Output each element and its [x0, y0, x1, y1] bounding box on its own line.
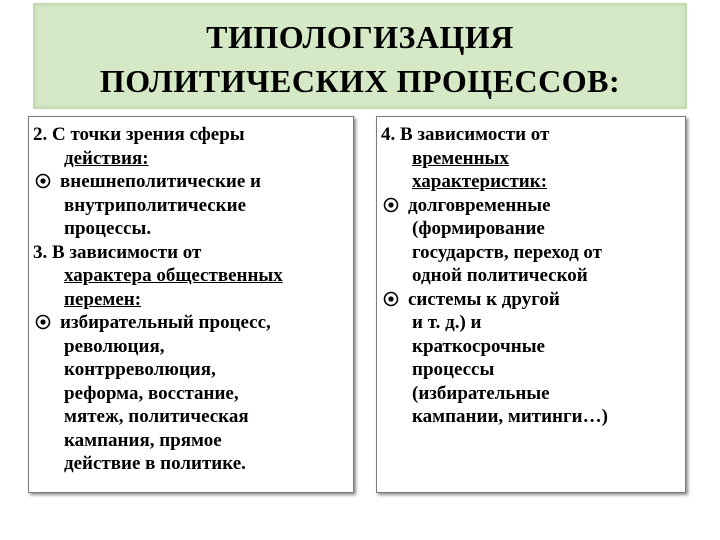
right-bullet-text: долговременные — [408, 194, 551, 216]
title-line-1: ТИПОЛОГИЗАЦИЯ — [206, 19, 514, 55]
left-heading-line: перемен: — [64, 288, 142, 310]
left-heading-line: характера общественных — [64, 265, 283, 286]
right-bullet-item — [381, 194, 681, 218]
right-bullet-text: (избирательные — [412, 382, 550, 404]
left-bullet-text: контрреволюция, — [64, 359, 216, 380]
right-bullet-text: краткосрочные — [412, 335, 545, 357]
right-bullet-text: системы к другой — [408, 288, 560, 310]
left-heading-line: действия: — [64, 147, 149, 169]
right-bullet-text: и т. д.) и — [412, 312, 482, 333]
right-heading-line: временных — [412, 147, 509, 169]
circled-dot-bullet-icon — [383, 291, 399, 307]
left-bullet-text: действие в политике. — [64, 453, 246, 474]
title-banner — [33, 3, 687, 109]
right-bullet-text: кампании, митинги…) — [412, 406, 608, 427]
right-bullet-text: государств, переход от — [412, 241, 603, 263]
right-bullet-text: процессы — [412, 359, 495, 380]
left-bullet-item — [33, 170, 349, 194]
left-bullet-text: процессы. — [64, 218, 152, 239]
left-heading-line: 3. В зависимости от — [33, 241, 202, 263]
left-bullet-item — [33, 311, 349, 335]
left-bullet-text: внутриполитические — [64, 194, 247, 216]
title-line-2: ПОЛИТИЧЕСКИХ ПРОЦЕССОВ: — [99, 63, 621, 99]
right-bullet-item — [381, 288, 681, 312]
right-bullet-text: одной политической — [412, 265, 588, 286]
left-heading-line: 2. С точки зрения сферы — [33, 124, 245, 145]
right-bullet-text: (формирование — [412, 218, 545, 239]
left-bullet-text: кампания, прямое — [64, 429, 222, 451]
left-bullet-text: реформа, восстание, — [64, 382, 239, 404]
circled-dot-bullet-icon — [35, 173, 51, 189]
right-heading-line: 4. В зависимости от — [381, 124, 550, 145]
left-bullet-text: революция, — [64, 335, 165, 357]
right-panel — [376, 116, 686, 493]
left-bullet-text: внешнеполитические и — [60, 171, 261, 192]
circled-dot-bullet-icon — [383, 197, 399, 213]
right-heading-line: характеристик: — [412, 171, 548, 192]
left-panel — [28, 116, 354, 493]
left-bullet-text: избирательный процесс, — [60, 312, 271, 333]
left-bullet-text: мятеж, политическая — [64, 406, 249, 427]
circled-dot-bullet-icon — [35, 314, 51, 330]
